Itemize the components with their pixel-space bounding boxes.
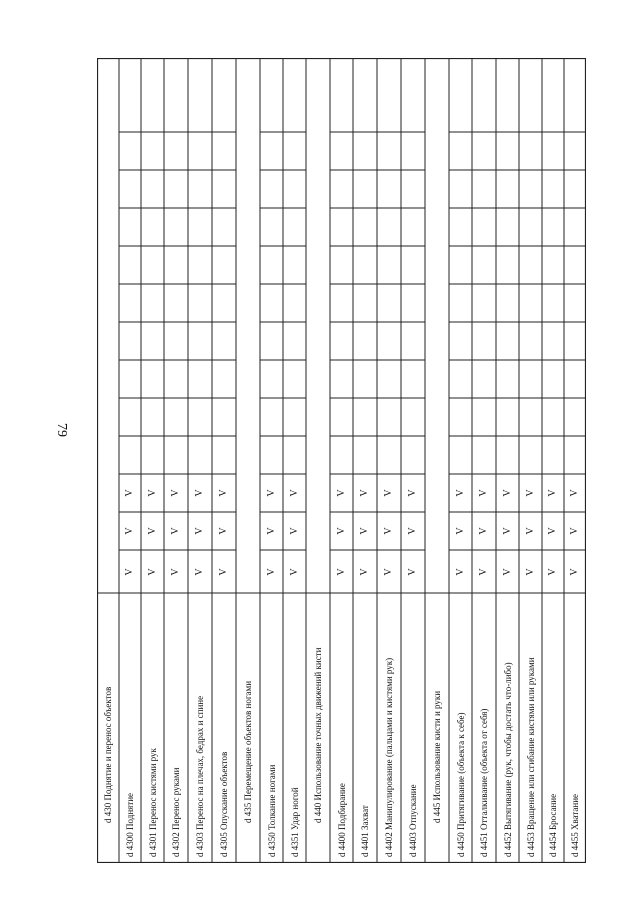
page-number: 79 (54, 423, 69, 437)
section-heading: d 435 Перемещение объектов ногами (243, 680, 253, 823)
check-mark: V (218, 567, 229, 576)
check-mark: V (146, 567, 158, 576)
table-row-label: d 4305 Опускание объектов (219, 751, 229, 857)
assessment-table (97, 58, 586, 863)
table-row-label: d 4303 Перенос на плечах, бедрах и спине (195, 695, 205, 857)
table-row-label: d 4401 Захват (360, 805, 370, 857)
check-mark: V (124, 489, 135, 497)
check-mark: V (335, 489, 347, 497)
section-heading: d 445 Использование кисти и руки (432, 690, 442, 823)
table-row-label: d 4301 Перенос кистями рук (147, 748, 158, 857)
check-mark: V (218, 489, 229, 497)
table-row-label: d 4453 Вращение или сгибание кистями или руками (525, 657, 536, 857)
check-mark: V (407, 567, 418, 576)
check-mark: V (524, 527, 536, 535)
check-mark: V (288, 567, 300, 576)
check-mark: V (501, 489, 513, 497)
check-mark: V (547, 489, 558, 497)
check-mark: V (454, 527, 466, 535)
check-mark: V (501, 527, 513, 535)
check-mark: V (170, 567, 181, 576)
check-mark: V (547, 567, 558, 576)
check-mark: V (569, 527, 580, 535)
check-mark: V (124, 527, 135, 535)
table-row-label: d 4350 Толкание ногами (266, 764, 277, 857)
check-mark: V (524, 489, 536, 497)
check-mark: V (454, 489, 466, 497)
check-mark: V (478, 567, 489, 576)
check-mark: V (218, 527, 229, 535)
check-mark: V (359, 527, 370, 535)
check-mark: V (478, 489, 489, 497)
table-row-label: d 4452 Вытягивание (рук, чтобы достать что-либо) (502, 662, 513, 857)
table-row-label: d 4402 Манипулирование (пальцами и кистями рук) (384, 657, 394, 857)
check-mark: V (335, 527, 347, 535)
check-mark: V (288, 489, 300, 497)
check-mark: V (265, 489, 277, 497)
section-heading: d 440 Использование точных движений кисти (313, 647, 323, 823)
check-mark: V (359, 489, 370, 497)
check-mark: V (383, 527, 394, 535)
table-row-label: d 4454 Бросание (548, 793, 558, 857)
table-row-label: d 4450 Притягивание (объекта к себе) (455, 712, 466, 857)
check-mark: V (265, 527, 277, 535)
check-mark: V (501, 567, 513, 576)
check-mark: V (194, 567, 205, 576)
table-rows (97, 58, 586, 863)
table-row-label: d 4455 Хватание (570, 793, 580, 857)
table-row-label: d 4403 Отпускание (408, 784, 418, 857)
check-mark: V (478, 527, 489, 535)
check-mark: V (170, 527, 181, 535)
check-mark: V (124, 567, 135, 576)
check-mark: V (383, 567, 394, 576)
check-mark: V (288, 527, 300, 535)
check-mark: V (359, 567, 370, 576)
check-mark: V (524, 567, 536, 576)
table-row-label: d 4302 Перенос руками (171, 767, 181, 857)
check-mark: V (383, 489, 394, 497)
table-row-label: d 4351 Удар ногой (289, 787, 300, 857)
check-mark: V (265, 567, 277, 576)
check-mark: V (335, 567, 347, 576)
section-heading: d 430 Поднятие и перенос объектов (103, 686, 113, 823)
check-mark: V (170, 489, 181, 497)
check-mark: V (407, 527, 418, 535)
check-mark: V (454, 567, 466, 576)
check-mark: V (569, 567, 580, 576)
check-mark: V (569, 489, 580, 497)
check-mark: V (146, 527, 158, 535)
table-row-label: d 4400 Подбирание (336, 783, 347, 857)
check-mark: V (194, 527, 205, 535)
check-mark: V (194, 489, 205, 497)
check-mark: V (547, 527, 558, 535)
table-row-label: d 4300 Поднятие (125, 792, 135, 857)
check-mark: V (146, 489, 158, 497)
table-row-label: d 4451 Отталкивание (объекта от себя) (479, 708, 489, 857)
check-mark: V (407, 489, 418, 497)
